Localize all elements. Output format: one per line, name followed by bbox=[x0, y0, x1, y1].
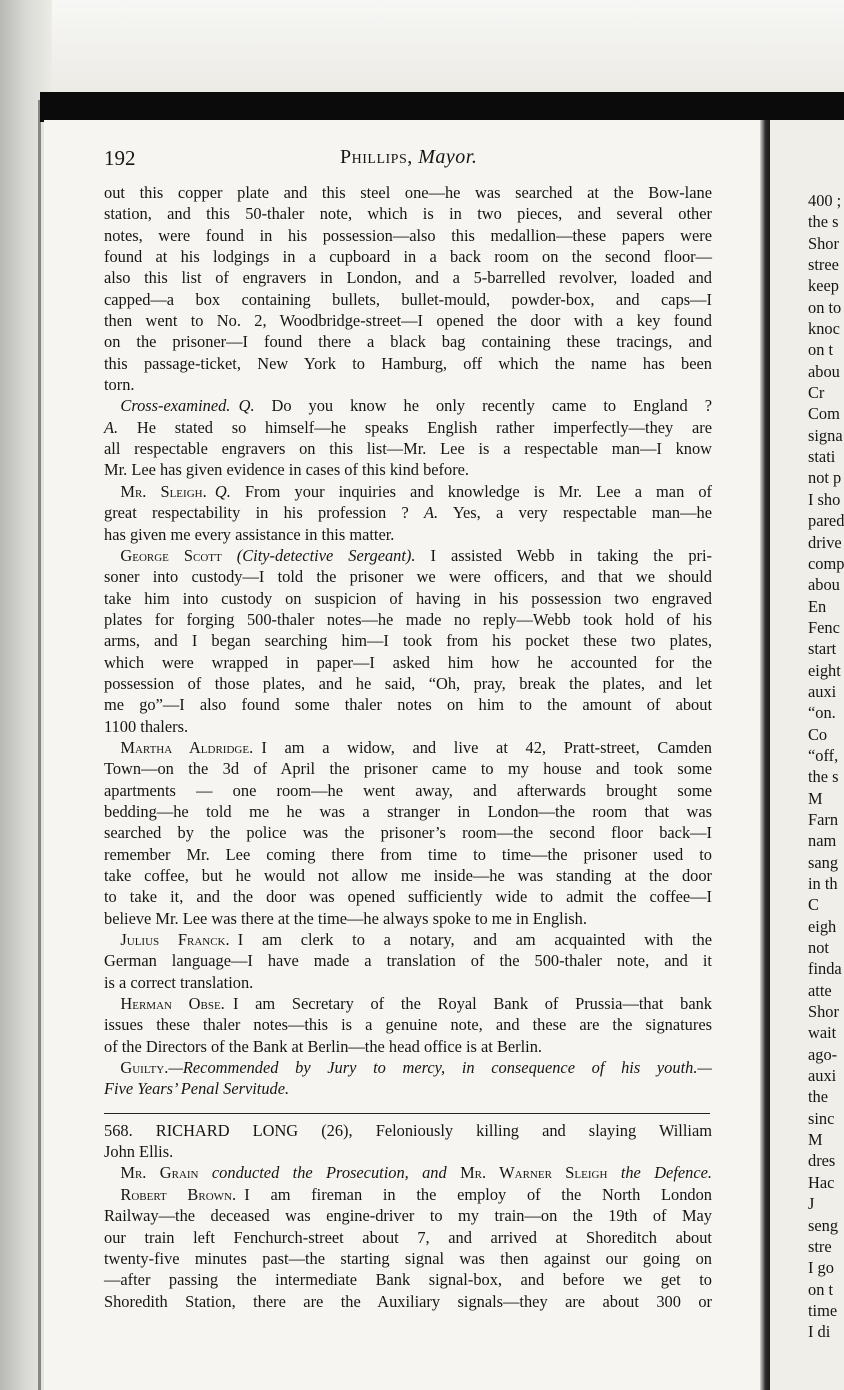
facing-page-fragment: finda bbox=[808, 959, 842, 979]
facing-page-fragment: abou bbox=[808, 361, 840, 381]
page-number: 192 bbox=[104, 146, 136, 170]
text-line: has given me every assistance in this matter. bbox=[104, 524, 395, 544]
facing-page-fragment: auxi bbox=[808, 1066, 837, 1086]
section-gap bbox=[104, 1100, 712, 1120]
defender-name: Mr. Warner Sleigh bbox=[460, 1163, 608, 1183]
witness-role: (City-detective Sergeant). bbox=[236, 545, 416, 565]
facing-page-fragment: not bbox=[808, 938, 829, 958]
witness-line bbox=[104, 481, 712, 502]
case-heading: 568. RICHARD LONG (26), Feloniously killing and slaying William bbox=[104, 1120, 712, 1140]
witness-name: Herman Obse. bbox=[120, 994, 225, 1014]
cross-examined-label: Cross-examined. bbox=[120, 396, 231, 416]
answer-text: He stated so himself—he speaks English rather imperfectly—they are bbox=[136, 417, 712, 437]
text-line bbox=[104, 417, 712, 438]
scan-background bbox=[0, 0, 844, 92]
facing-page-fragment: the s bbox=[808, 212, 839, 232]
facing-page-fragment: knoc bbox=[808, 319, 840, 339]
facing-page-fragment: J bbox=[808, 1194, 815, 1214]
text-line: of the Directors of the Bank at Berlin—the head office is at Berlin. bbox=[104, 1036, 543, 1056]
facing-page-text bbox=[808, 190, 844, 1343]
text-line: arms, and I began searching him—I took from his pocket these two plates, bbox=[104, 631, 712, 651]
text-line: found at his lodgings in a cupboard in a back room on the second floor— bbox=[104, 247, 712, 267]
facing-page-fragment: not p bbox=[808, 468, 842, 488]
facing-page-fragment: Fenc bbox=[808, 617, 840, 637]
main-text-column bbox=[104, 182, 712, 1312]
testimony-text: I am a widow, and live at 42, Pratt-street, Camden bbox=[261, 737, 712, 757]
sentence-text: Five Years’ Penal Servitude. bbox=[104, 1079, 290, 1099]
question-text: Do you know he only recently came to England ? bbox=[271, 396, 712, 416]
text-line: plates for forging 500-thaler notes—he made no reply—Webb took hold of his bbox=[104, 609, 712, 629]
text-line: also this list of engravers in London, and a 5-barrelled revolver, loaded and bbox=[104, 268, 712, 288]
witness-name: Martha Aldridge. bbox=[120, 737, 254, 757]
testimony-text: I am Secretary of the Royal Bank of Prussia—that bank bbox=[232, 994, 712, 1014]
text-line: 1100 thalers. bbox=[104, 716, 189, 736]
text-line: to take it, and the door was opened sufficiently wide to admit the coffee—I bbox=[104, 887, 712, 907]
prosecutor-name: Mr. Grain bbox=[120, 1163, 199, 1183]
witness-line bbox=[104, 993, 712, 1014]
witness-line bbox=[104, 929, 712, 950]
facing-page-fragment: in th bbox=[808, 874, 838, 893]
facing-page-fragment: comp bbox=[808, 553, 844, 573]
text-line: John Ellis. bbox=[104, 1142, 174, 1162]
facing-page-fragment: time bbox=[808, 1300, 838, 1320]
facing-page-fragment: “on. bbox=[808, 703, 836, 723]
text-line: Mr. Lee has given evidence in cases of this kind before. bbox=[104, 460, 470, 480]
facing-page-fragment: I di bbox=[808, 1322, 831, 1342]
question-marker: Q. bbox=[238, 396, 255, 416]
facing-page-fragment: on t bbox=[808, 340, 834, 360]
text-line: torn. bbox=[104, 375, 135, 395]
witness-line bbox=[104, 737, 712, 758]
witness-line bbox=[104, 1184, 712, 1205]
facing-page-fragment: keep bbox=[808, 276, 839, 296]
witness-name: Robert Brown. bbox=[120, 1184, 237, 1204]
text-line: searched by the police was the prisoner’s room—the second floor back—I bbox=[104, 823, 712, 843]
answer-marker: A. bbox=[104, 417, 119, 437]
answer-text: Yes, a very respectable man—he bbox=[452, 503, 712, 523]
facing-page-fragment: Farn bbox=[808, 809, 839, 829]
facing-page-fragment: the s bbox=[808, 767, 839, 787]
text-line: Town—on the 3d of April the prisoner came to my house and took some bbox=[104, 759, 712, 779]
facing-page-fragment: wait bbox=[808, 1023, 837, 1043]
text-line: our train left Fenchurch-street about 7, and arrived at Shoreditch about bbox=[104, 1227, 712, 1247]
verdict-label: Guilty. bbox=[120, 1058, 169, 1078]
facing-page-fragment: abou bbox=[808, 575, 840, 595]
facing-page-fragment: “off, bbox=[808, 745, 839, 765]
speaker-name: Mr. Sleigh. bbox=[120, 481, 207, 501]
question-text: From your inquiries and knowledge is Mr. Lee a man of bbox=[244, 481, 712, 501]
text-line: take coffee, but he would not allow me inside—he was standing at the door bbox=[104, 866, 712, 885]
verdict-text: —Recommended by Jury to mercy, in consequence of his youth.— bbox=[168, 1058, 712, 1078]
text-line: out this copper plate and this steel one—he was searched at the Bow-lane bbox=[104, 183, 712, 202]
text-line: this passage-ticket, New York to Hamburg, off which the name has been bbox=[104, 353, 712, 373]
counsel-line bbox=[104, 1162, 712, 1183]
facing-page-fragment: Com bbox=[808, 404, 840, 424]
text-line: Shoredith Station, there are the Auxiliary signals—they are about 300 or bbox=[104, 1291, 712, 1311]
facing-page-fragment: nam bbox=[808, 831, 837, 851]
facing-page-fragment: auxi bbox=[808, 681, 837, 701]
facing-page-fragment: the bbox=[808, 1087, 829, 1107]
text-line: issues these thaler notes—this is a genuine note, and these are the signatures bbox=[104, 1015, 712, 1035]
text-line: German language—I have made a translation of the 500-thaler note, and it bbox=[104, 951, 712, 971]
testimony-text: I assisted Webb in taking the pri- bbox=[430, 545, 713, 565]
facing-page-fragment: stati bbox=[808, 447, 836, 467]
witness-name: Julius Franck. bbox=[120, 930, 230, 950]
text-line: believe Mr. Lee was there at the time—he always spoke to me in English. bbox=[104, 908, 587, 928]
facing-page-fragment: atte bbox=[808, 980, 832, 1000]
facing-page-fragment: Hac bbox=[808, 1172, 835, 1192]
text-line: apartments — one room—he went away, and afterwards brought some bbox=[104, 780, 712, 800]
text-line: capped—a box containing bullets, bullet-mould, powder-box, and caps—I bbox=[104, 289, 712, 309]
facing-page-fragment: start bbox=[808, 639, 837, 659]
text-line: station, and this 50-thaler note, which is in two pieces, and several other bbox=[104, 204, 712, 224]
text-line: soner into custody—I told the prisoner we were officers, and that we should bbox=[104, 567, 712, 587]
running-head-name: Phillips, bbox=[340, 146, 413, 168]
verdict-line bbox=[104, 1057, 712, 1078]
answer-marker: A. bbox=[424, 503, 439, 523]
text-line: bedding—he told me he was a stranger in London—the room that was bbox=[104, 801, 712, 821]
facing-page-fragment: Shor bbox=[808, 1002, 839, 1022]
facing-page-fragment: stre bbox=[808, 1236, 832, 1256]
question-text: great respectability in his profession ? bbox=[104, 503, 409, 523]
sentence-line bbox=[104, 1078, 712, 1099]
text-line: which were wrapped in paper—I asked him how he accounted for the bbox=[104, 652, 712, 672]
question-marker: Q. bbox=[214, 481, 231, 501]
text-line: possession of those plates, and he said, “Oh, pray, break the plates, and let bbox=[104, 673, 712, 693]
running-head-title: Mayor. bbox=[418, 146, 478, 168]
facing-page-fragment: pared bbox=[808, 511, 844, 531]
cross-examination-line bbox=[104, 395, 712, 416]
facing-page-fragment: 400 ; bbox=[808, 191, 842, 210]
facing-page-fragment: seng bbox=[808, 1215, 839, 1235]
page-edge-line bbox=[38, 100, 41, 1390]
section-divider bbox=[104, 1113, 710, 1114]
facing-page-fragment: sang bbox=[808, 852, 839, 872]
facing-page-fragment: C bbox=[808, 895, 819, 915]
text-line: all respectable engravers on this list—Mr. Lee is a respectable man—I know bbox=[104, 439, 712, 459]
facing-page-fragment: on to bbox=[808, 297, 842, 317]
text-line: take him into custody on suspicion of having in his possession two engraved bbox=[104, 588, 712, 608]
text-line: on the prisoner—I found there a black bag containing these tracings, and bbox=[104, 332, 712, 352]
facing-page-fragment: signa bbox=[808, 425, 843, 445]
top-dark-band bbox=[40, 92, 844, 122]
facing-page-fragment: Co bbox=[808, 724, 828, 744]
facing-page-fragment: eigh bbox=[808, 916, 837, 936]
facing-page-fragment: eight bbox=[808, 660, 841, 680]
witness-name: George Scott bbox=[120, 545, 222, 565]
facing-page-fragment: Cr bbox=[808, 383, 825, 403]
testimony-text: I am clerk to a notary, and am acquainted with the bbox=[237, 930, 712, 950]
facing-page-fragment: drive bbox=[808, 532, 842, 552]
page-gutter bbox=[760, 120, 770, 1390]
text-line: —after passing the intermediate Bank signal-box, and before we get to bbox=[104, 1270, 712, 1290]
text-line: Railway—the deceased was engine-driver to my train—on the 19th of May bbox=[104, 1206, 712, 1226]
witness-line bbox=[104, 545, 712, 566]
text-line: then went to No. 2, Woodbridge-street—I opened the door with a key found bbox=[104, 311, 712, 331]
facing-page-fragment: M bbox=[808, 788, 823, 808]
facing-page-fragment: sinc bbox=[808, 1108, 835, 1128]
facing-page-fragment: ago- bbox=[808, 1044, 838, 1064]
text-line: notes, were found in his possession—also this medallion—these papers were bbox=[104, 225, 712, 245]
counsel-text: the Defence. bbox=[620, 1163, 712, 1183]
facing-page-fragment: I sho bbox=[808, 489, 841, 509]
facing-page-fragment: I go bbox=[808, 1258, 834, 1278]
text-line bbox=[104, 502, 712, 523]
testimony-text: I am fireman in the employ of the North London bbox=[244, 1184, 712, 1204]
running-head bbox=[340, 146, 477, 169]
facing-page-fragment: En bbox=[808, 596, 827, 616]
text-line: is a correct translation. bbox=[104, 972, 254, 992]
counsel-text: conducted the Prosecution, and bbox=[211, 1163, 447, 1183]
text-line: twenty-five minutes past—the starting signal was then against our going on bbox=[104, 1248, 712, 1268]
facing-page-fragment: dres bbox=[808, 1151, 836, 1171]
text-line: remember Mr. Lee coming there from time to time—the prisoner used to bbox=[104, 844, 712, 864]
facing-page-fragment: on t bbox=[808, 1279, 834, 1299]
facing-page-fragment: Shor bbox=[808, 233, 839, 253]
text-line: me go”—I also found some thaler notes on him to the amount of about bbox=[104, 695, 712, 715]
facing-page-fragment: M bbox=[808, 1130, 823, 1150]
facing-page-fragment: stree bbox=[808, 255, 839, 275]
